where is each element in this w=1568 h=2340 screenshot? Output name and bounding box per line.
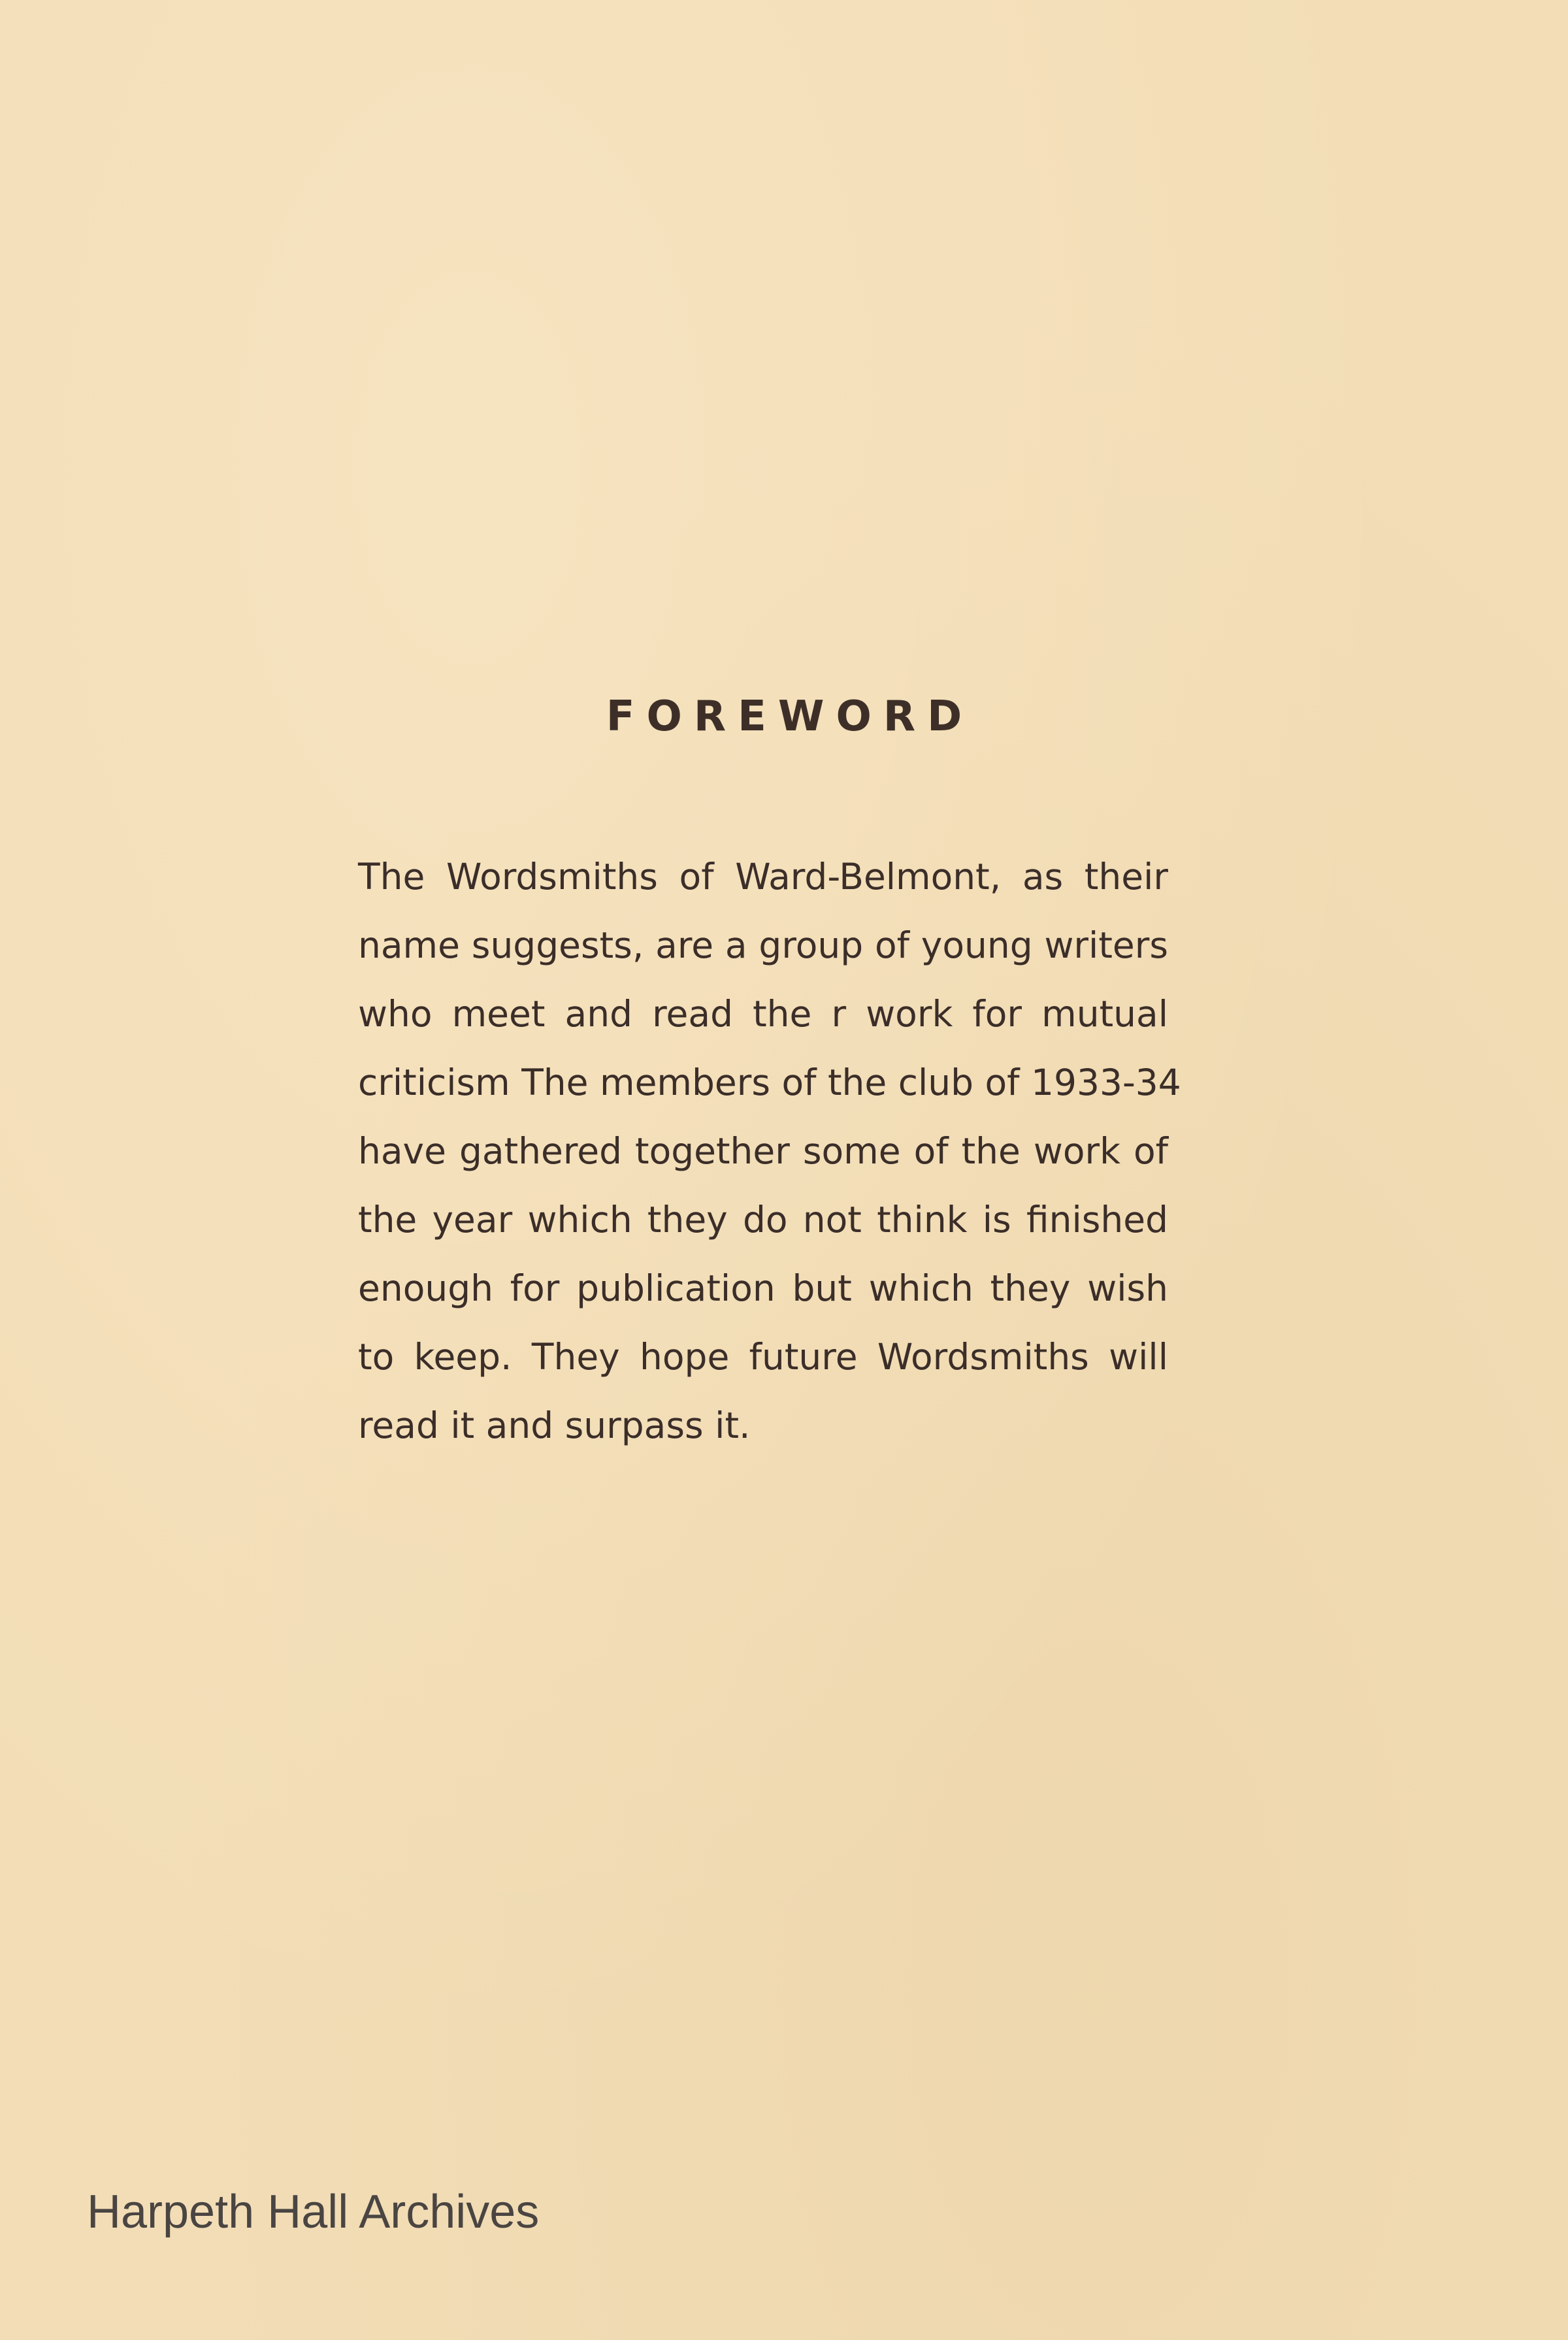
foreword-line: have gathered together some of the work of (358, 1130, 1168, 1172)
archive-watermark: Harpeth Hall Archives (87, 2186, 540, 2238)
foreword-line: criticism The members of the club of 1933-34 (358, 1062, 1181, 1103)
foreword-line: who meet and read the r work for mutual (358, 993, 1168, 1035)
foreword-line: name suggests, are a group of young writers (358, 924, 1168, 966)
foreword-line: enough for publication but which they wish (358, 1267, 1168, 1309)
foreword-line: to keep. They hope future Wordsmiths will (358, 1336, 1168, 1378)
page-heading: FOREWORD (606, 692, 974, 741)
foreword-line: The Wordsmiths of Ward-Belmont, as their (358, 856, 1168, 898)
foreword-line: read it and surpass it. (358, 1405, 751, 1446)
foreword-line: the year which they do not think is finished (358, 1199, 1168, 1241)
foreword-text (358, 843, 1181, 1460)
